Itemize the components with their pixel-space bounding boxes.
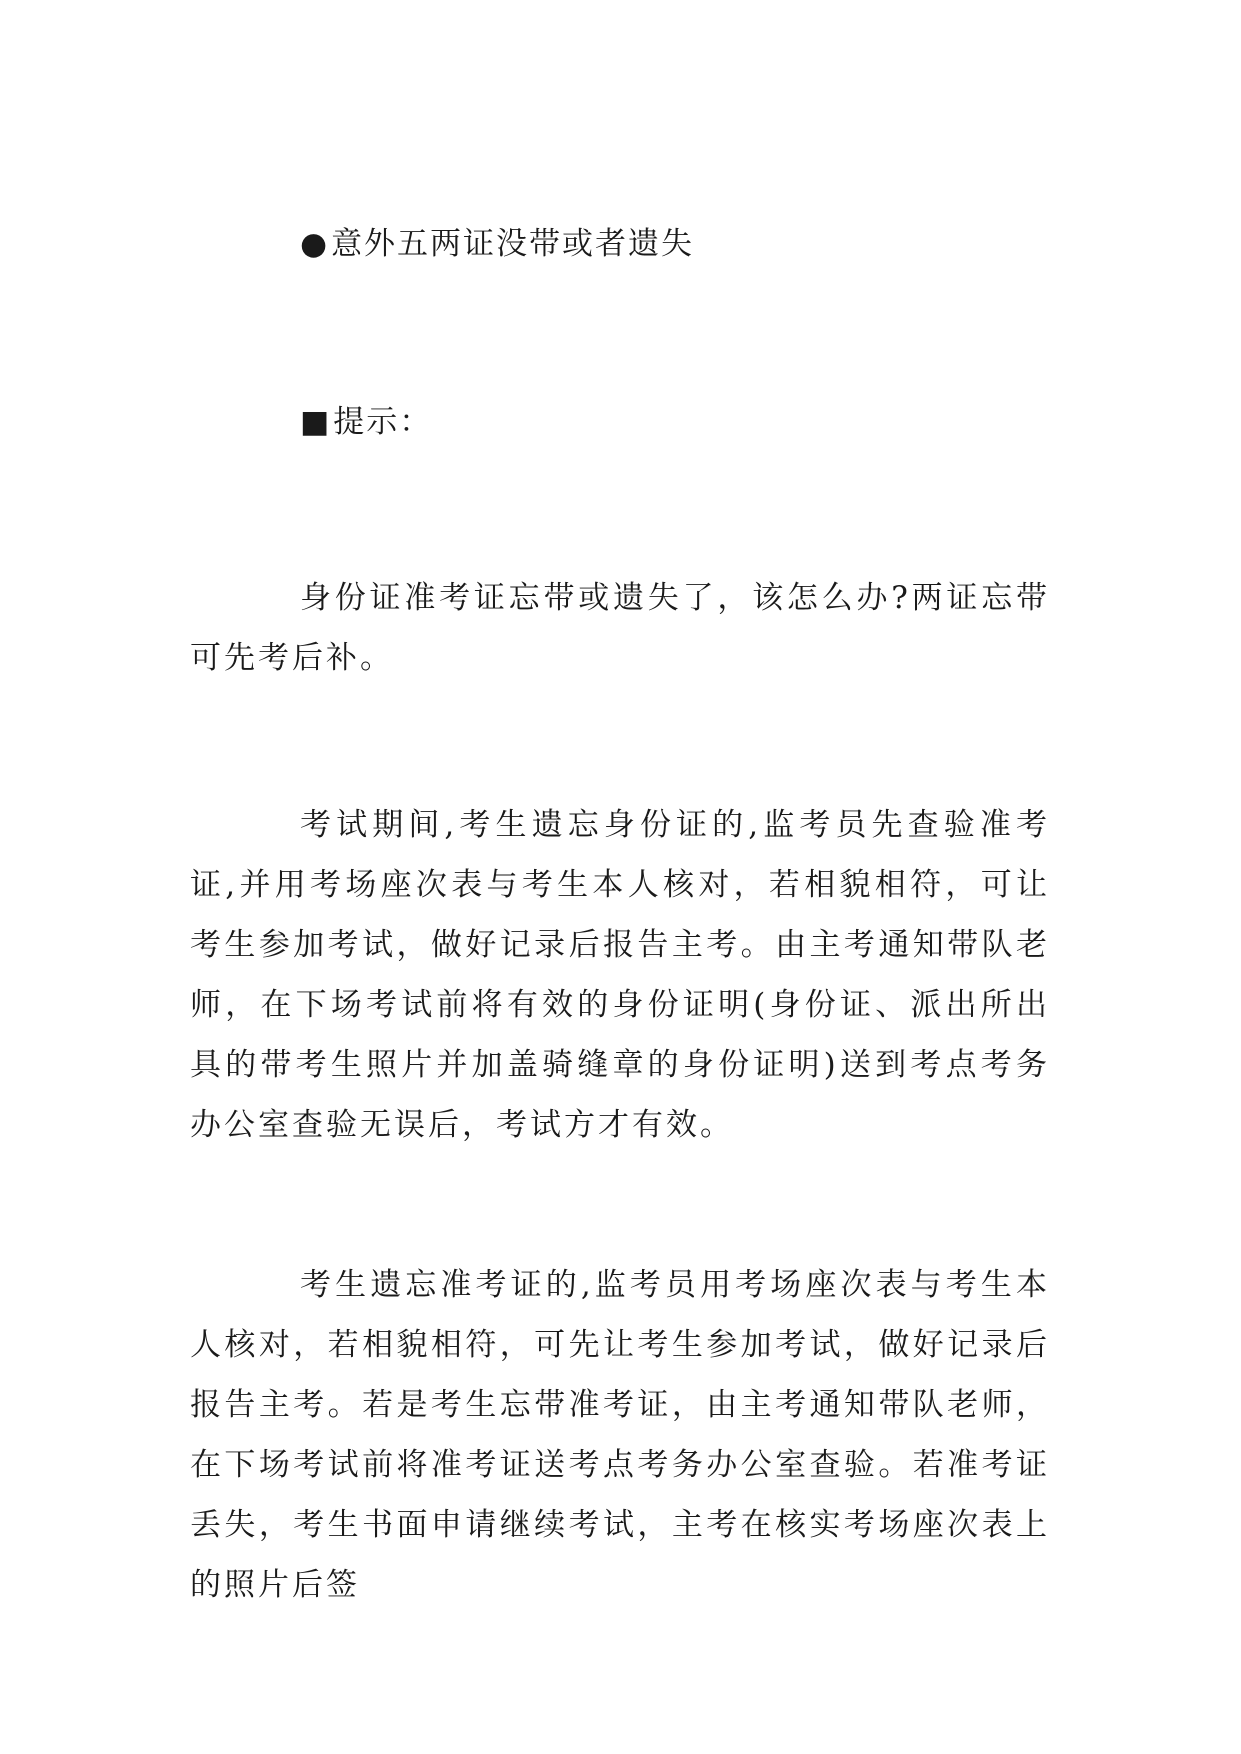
paragraph-admission-ticket-forgotten: 考生遗忘准考证的,监考员用考场座次表与考生本人核对，若相貌相符，可先让考生参加考试，做好记录后报告主考。若是考生忘带准考证，由主考通知带队老师，在下场考试前将准考证送考点考务办公室查验。若准考证丢失，考生书面申请继续考试，主考在核实考场座次表上的照片后签 (190, 1267, 1050, 1603)
section-heading-text: 意外五两证没带或者遗失 (331, 226, 695, 262)
bullet-square-icon: ■ (300, 404, 332, 440)
section-heading (300, 224, 694, 264)
paragraph-intro: 身份证准考证忘带或遗失了，该怎么办?两证忘带可先考后补。 (190, 580, 1050, 676)
tip-heading (300, 402, 432, 442)
paragraph-id-card-forgotten: 考试期间,考生遗忘身份证的,监考员先查验准考证,并用考场座次表与考生本人核对，若相貌相符，可让考生参加考试，做好记录后报告主考。由主考通知带队老师，在下场考试前将有效的身份证明(身份证、派出所出具的带考生照片并加盖骑缝章的身份证明)送到考点考务办公室查验无误后，考试方才有效。 (190, 807, 1050, 1143)
bullet-circle-icon: ● (300, 226, 330, 262)
tip-heading-text: 提示： (333, 404, 433, 440)
